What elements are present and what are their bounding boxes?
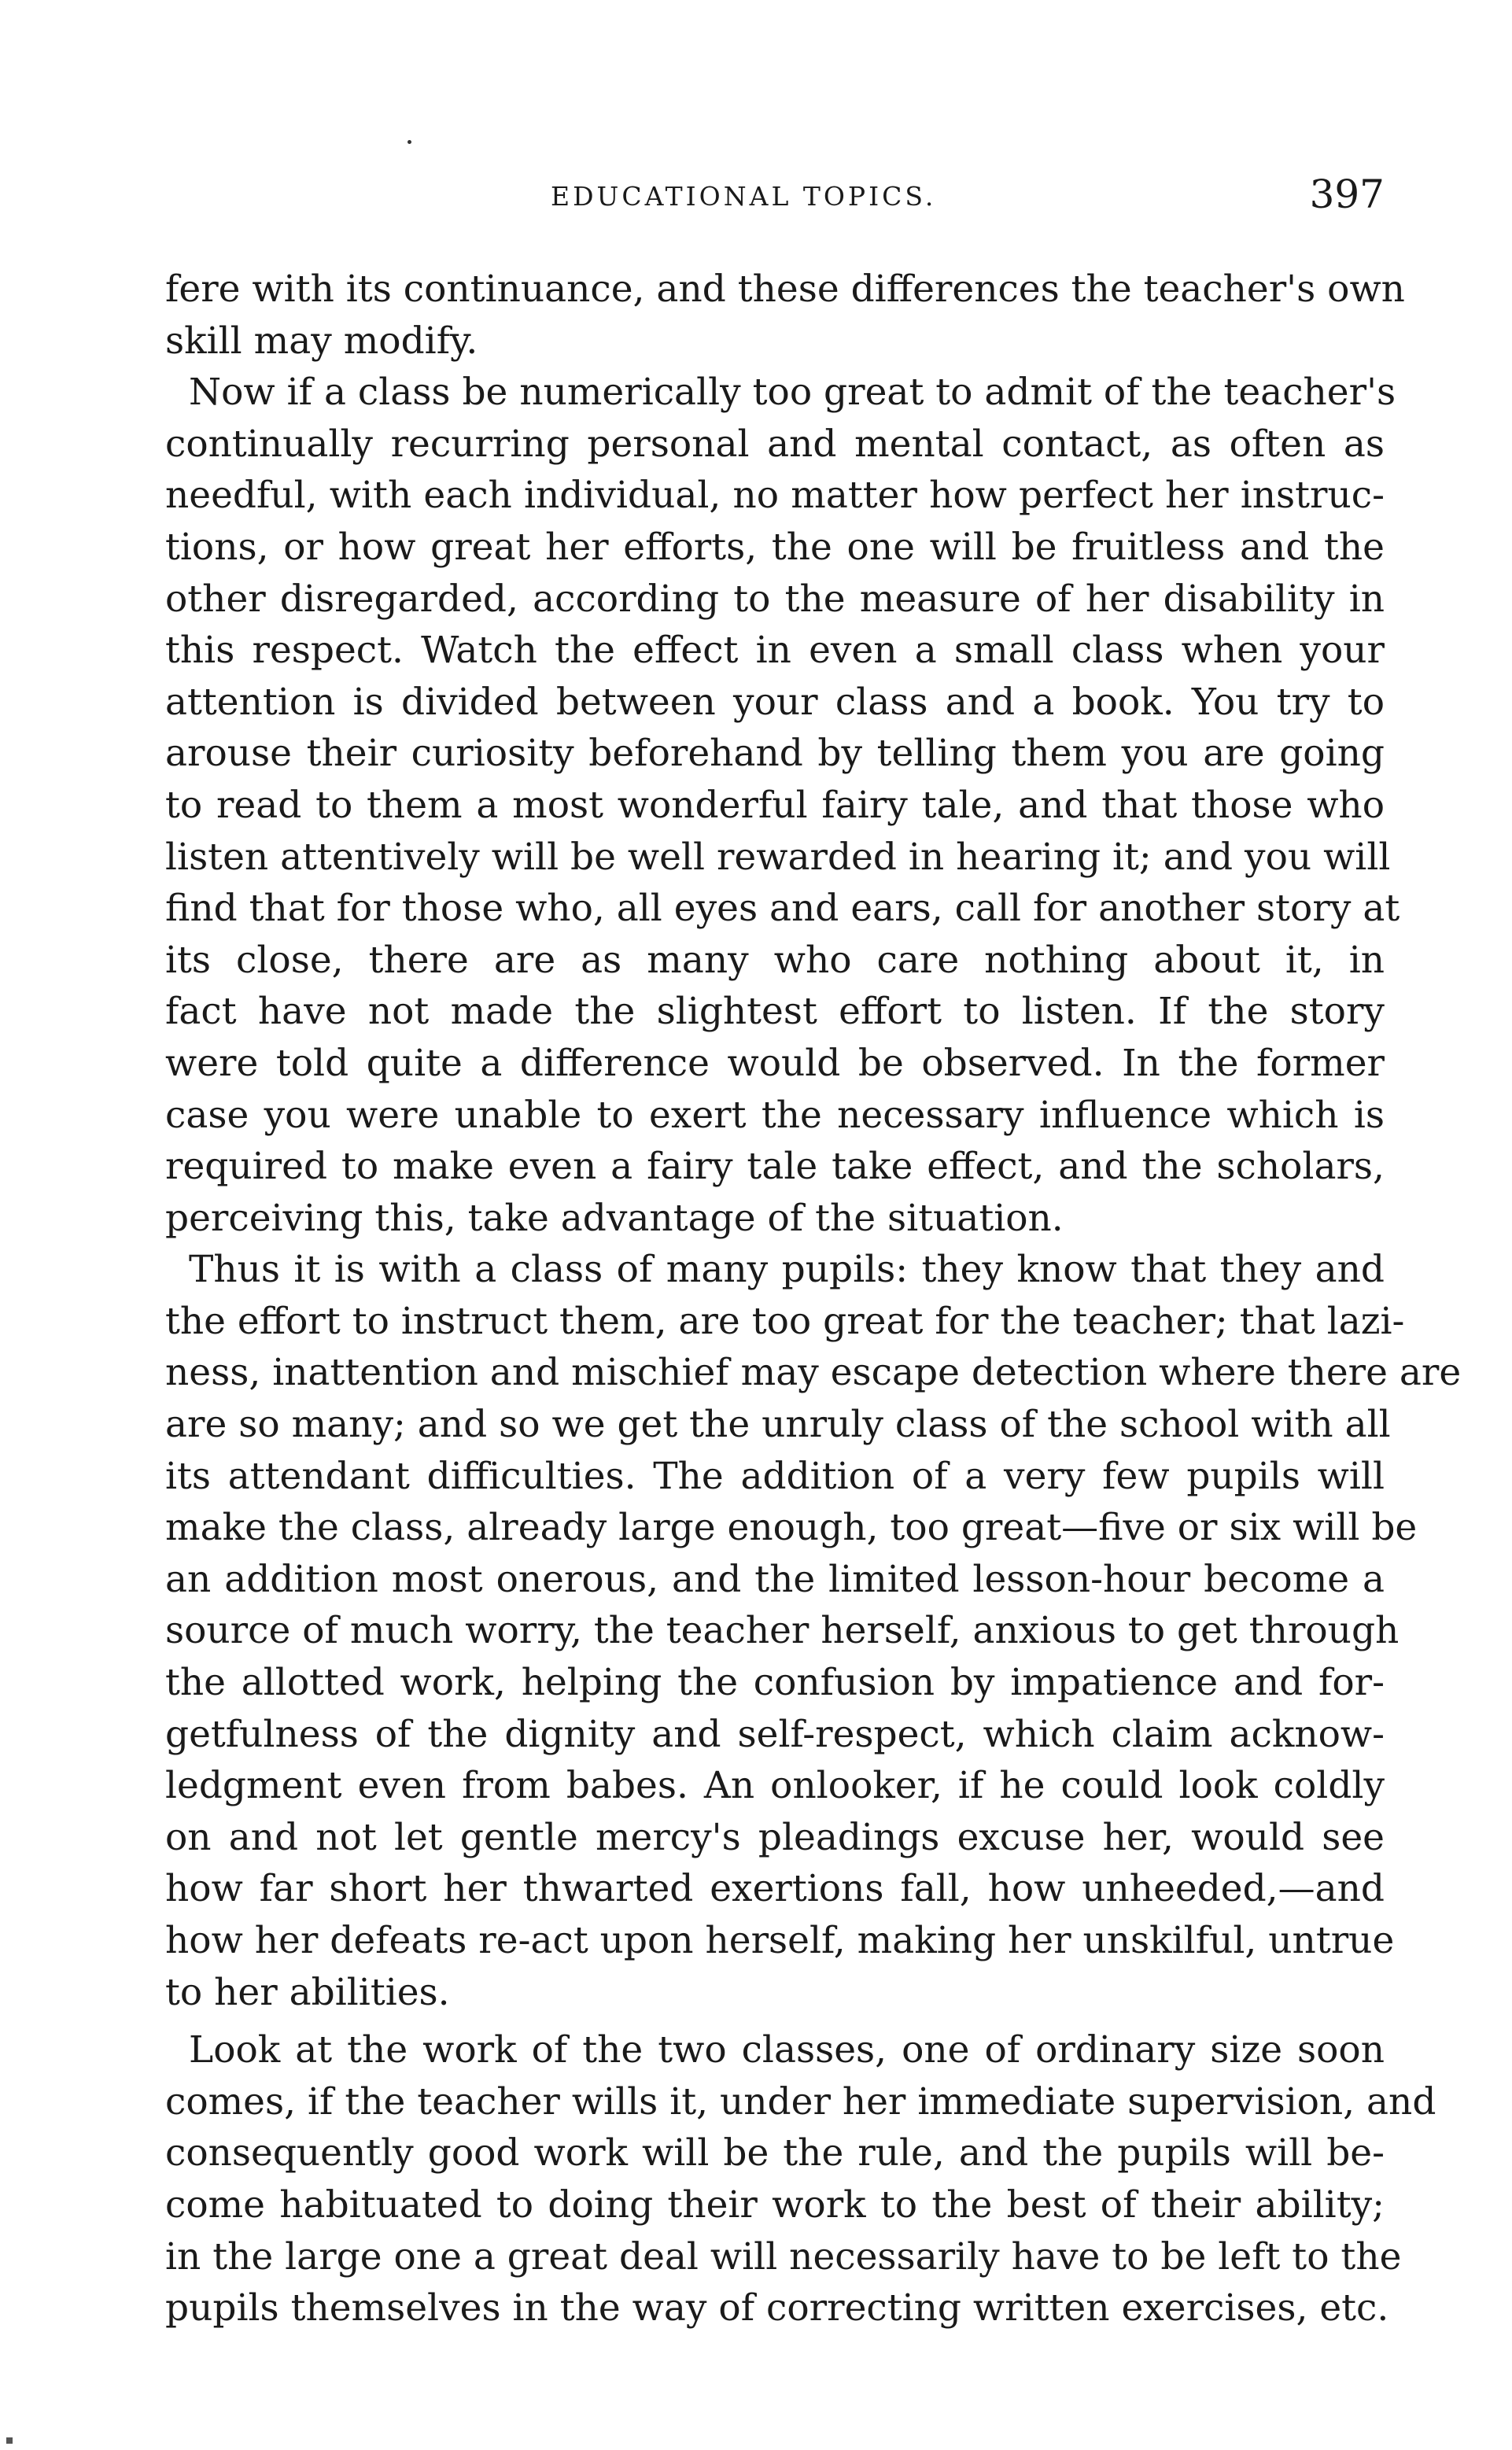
body-text [165,264,1462,2334]
text-line: to read to them a most wonderful fairy tale, and that those who [165,783,1385,827]
text-line: required to make even a fairy tale take effect, and the scholars, [165,1145,1385,1189]
text-line: the effort to instruct them, are too great for the teacher; that lazi- [165,1299,1405,1343]
ink-speck [408,140,411,144]
page-number: 397 [1309,172,1385,217]
text-line: getfulness of the dignity and self-respect, which claim acknow- [165,1712,1385,1756]
text-line: perceiving this, take advantage of the situation. [165,1196,1064,1240]
text-line: this respect. Watch the effect in even a small class when your [165,629,1385,673]
text-line: source of much worry, the teacher herself, anxious to get through [165,1609,1400,1653]
paragraph [165,367,1400,1244]
text-line: fere with its continuance, and these differences the teacher's own [165,268,1405,311]
text-line: Now if a class be numerically too great to admit of the teacher's [189,371,1396,415]
text-line: ness, inattention and mischief may escape detection where there are [165,1351,1462,1395]
text-line: its attendant difficulties. The addition of a very few pupils will [165,1454,1385,1498]
text-line: consequently good work will be the rule, and the pupils will be- [165,2131,1385,2175]
running-header [157,172,1385,219]
paragraph [165,2024,1436,2334]
text-line: were told quite a difference would be observed. In the former [165,1041,1385,1085]
text-line: how her defeats re-act upon herself, making her unskilful, untrue [165,1919,1395,1962]
text-line: arouse their curiosity beforehand by telling them you are going [165,732,1385,776]
text-line: come habituated to doing their work to the best of their ability; [165,2182,1385,2227]
text-line: pupils themselves in the way of correcting written exercises, etc. [165,2286,1389,2330]
text-line: continually recurring personal and mental contact, as often as [165,422,1385,466]
text-line: Thus it is with a class of many pupils: they know that they and [189,1248,1385,1292]
text-line: comes, if the teacher wills it, under her immediate supervision, and [165,2079,1436,2123]
text-line: an addition most onerous, and the limited lesson-hour become a [165,1557,1385,1601]
text-line: how far short her thwarted exertions fall, how unheeded,—and [165,1867,1385,1911]
text-line: case you were unable to exert the necessary influence which is [165,1093,1385,1137]
text-line: are so many; and so we get the unruly class of the school with all [165,1403,1391,1447]
text-line: ledgment even from babes. An onlooker, if he could look coldly [165,1764,1385,1808]
text-line: find that for those who, all eyes and ears, call for another story at [165,887,1400,931]
text-line: in the large one a great deal will necessarily have to be left to the [165,2234,1402,2278]
paragraph [165,1244,1462,2018]
scan-mark [6,2437,13,2444]
text-line: the allotted work, helping the confusion by impatience and for- [165,1661,1385,1705]
text-line: attention is divided between your class and a book. You try to [165,680,1385,724]
text-line: skill may modify. [165,319,478,363]
text-line: to her abilities. [165,1970,450,2014]
running-title: EDUCATIONAL TOPICS. [551,181,937,212]
text-line: fact have not made the slightest effort to listen. If the story [165,990,1385,1034]
text-line: listen attentively will be well rewarded in hearing it; and you will [165,835,1391,879]
text-line: on and not let gentle mercy's pleadings excuse her, would see [165,1815,1385,1859]
text-line: tions, or how great her efforts, the one will be fruitless and the [165,525,1385,569]
text-line: other disregarded, according to the measure of her disability in [165,577,1385,621]
text-line: needful, with each individual, no matter how perfect her instruc- [165,474,1385,518]
text-line: Look at the work of the two classes, one of ordinary size soon [189,2028,1385,2072]
text-line: its close, there are as many who care nothing about it, in [165,938,1385,982]
text-line: make the class, already large enough, too great—five or six will be [165,1506,1418,1550]
paragraph [165,264,1405,367]
